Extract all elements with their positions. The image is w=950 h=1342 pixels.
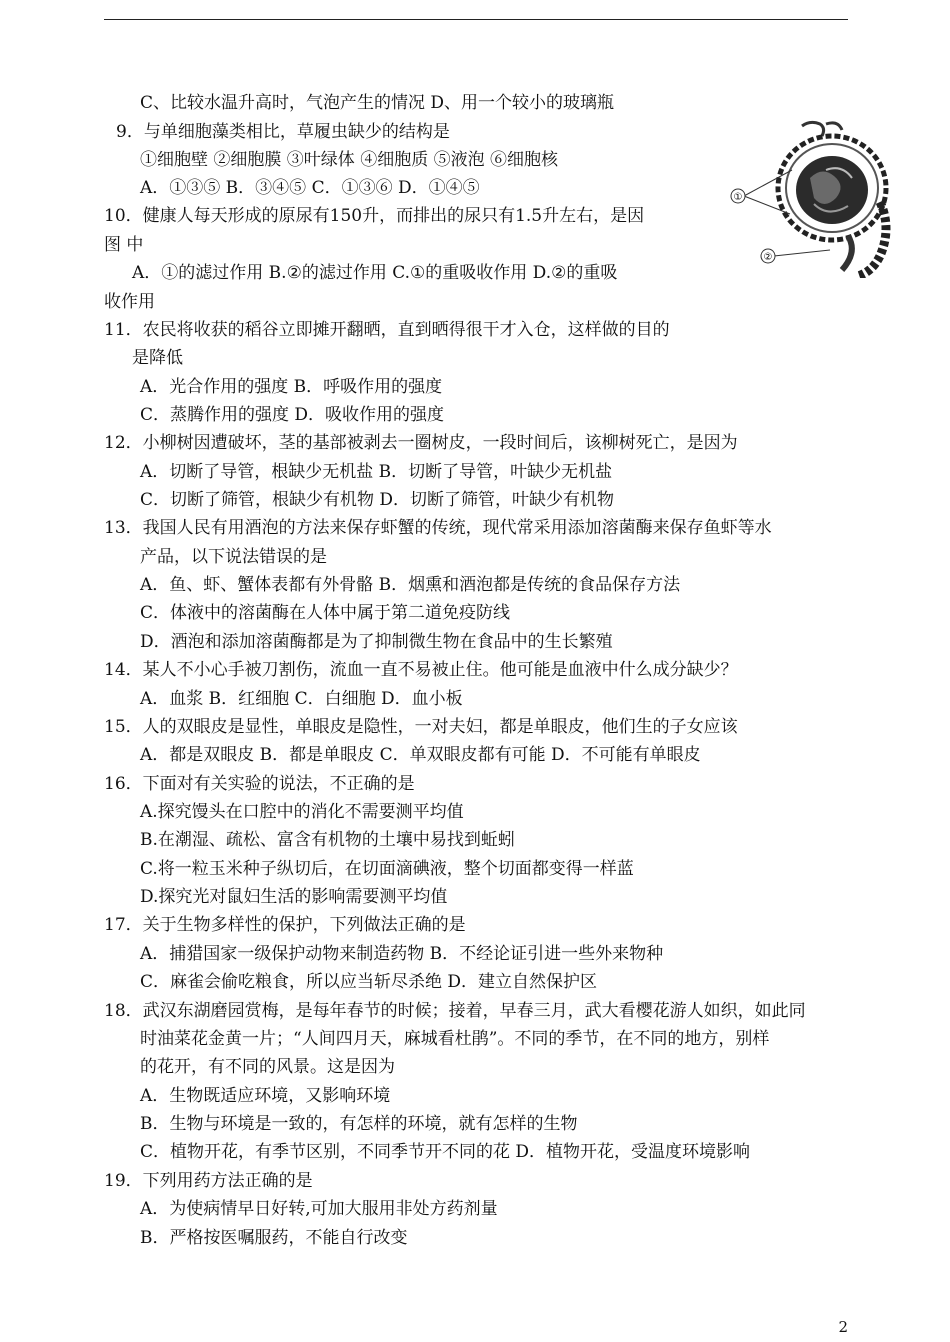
q13-stem-cont: 产品，以下说法错误的是 [140, 547, 327, 567]
q11-options-ab: A．光合作用的强度 B．呼吸作用的强度 [140, 377, 443, 397]
q14-options: A．血浆 B．红细胞 C．白细胞 D．血小板 [140, 689, 463, 709]
header-rule [104, 19, 848, 20]
q18-option-a: A．生物既适应环境，又影响环境 [140, 1086, 391, 1106]
q16-option-d: D.探究光对鼠妇生活的影响需要测平均值 [140, 887, 448, 907]
glomerulus-diagram [730, 118, 910, 278]
figure-label-1: ① [733, 192, 743, 203]
q15-stem: 15．人的双眼皮是显性，单眼皮是隐性，一对夫妇，都是单眼皮，他们生的子女应该 [104, 717, 738, 737]
q13-option-d: D．酒泡和添加溶菌酶都是为了抑制微生物在食品中的生长繁殖 [140, 632, 613, 652]
line-8c: C、比较水温升高时，气泡产生的情况 D、用一个较小的玻璃瓶 [140, 93, 615, 113]
q9-stem: 9．与单细胞藻类相比，草履虫缺少的结构是 [116, 122, 450, 142]
q16-option-c: C.将一粒玉米种子纵切后，在切面滴碘液，整个切面都变得一样蓝 [140, 859, 634, 879]
q11-stem-cont: 是降低 [132, 348, 183, 368]
q12-stem: 12．小柳树因遭破坏，茎的基部被剥去一圈树皮，一段时间后，该柳树死亡，是因为 [104, 433, 738, 453]
q11-options-cd: C．蒸腾作用的强度 D．吸收作用的强度 [140, 405, 445, 425]
q18-options-cd: C．植物开花，有季节区别，不同季节开不同的花 D．植物开花，受温度环境影响 [140, 1142, 751, 1162]
q16-option-b: B.在潮湿、疏松、富含有机物的土壤中易找到蚯蚓 [140, 830, 515, 850]
q13-stem: 13．我国人民有用酒泡的方法来保存虾蟹的传统，现代常采用添加溶菌酶来保存鱼虾等水 [104, 518, 772, 538]
q19-option-b: B．严格按医嘱服药，不能自行改变 [140, 1228, 408, 1248]
q17-options-ab: A．捕猎国家一级保护动物来制造药物 B．不经论证引进一些外来物种 [140, 944, 664, 964]
q15-options: A．都是双眼皮 B．都是单眼皮 C．单双眼皮都有可能 D．不可能有单眼皮 [140, 745, 701, 765]
page-number: 2 [838, 1318, 848, 1336]
figure-label-2: ② [763, 252, 773, 263]
q19-option-a: A．为使病情早日好转,可加大服用非处方药剂量 [140, 1199, 498, 1219]
q14-stem: 14．某人不小心手被刀割伤，流血一直不易被止住。他可能是血液中什么成分缺少？ [104, 660, 738, 680]
q18-option-b: B．生物与环境是一致的，有怎样的环境，就有怎样的生物 [140, 1114, 578, 1134]
q16-option-a: A.探究馒头在口腔中的消化不需要测平均值 [140, 802, 464, 822]
q18-stem: 18．武汉东湖磨园赏梅，是每年春节的时候；接着，早春三月，武大看樱花游人如织，如此同 [104, 1001, 806, 1021]
q9-options: A．①③⑤ B．③④⑤ C．①③⑥ D．①④⑤ [140, 178, 480, 198]
q11-stem: 11．农民将收获的稻谷立即摊开翻晒，直到晒得很干才入仓，这样做的目的 [104, 320, 670, 340]
q19-stem: 19．下列用药方法正确的是 [104, 1171, 313, 1191]
q12-options-cd: C．切断了筛管，根缺少有机物 D．切断了筛管，叶缺少有机物 [140, 490, 615, 510]
q18-stem-cont1: 时油菜花金黄一片；“人间四月天，麻城看杜鹃”。不同的季节，在不同的地方，别样 [140, 1029, 770, 1049]
q12-options-ab: A．切断了导管，根缺少无机盐 B．切断了导管，叶缺少无机盐 [140, 462, 613, 482]
q10-stem: 10．健康人每天形成的原尿有150升，而排出的尿只有1.5升左右，是因 [104, 206, 645, 226]
q16-stem: 16．下面对有关实验的说法，不正确的是 [104, 774, 415, 794]
q17-stem: 17．关于生物多样性的保护，下列做法正确的是 [104, 915, 466, 935]
q17-options-cd: C．麻雀会偷吃粮食，所以应当斩尽杀绝 D．建立自然保护区 [140, 972, 598, 992]
q9-items: ①细胞壁 ②细胞膜 ③叶绿体 ④细胞质 ⑤液泡 ⑥细胞核 [140, 150, 559, 170]
q13-option-c: C．体液中的溶菌酶在人体中属于第二道免疫防线 [140, 603, 511, 623]
q18-stem-cont2: 的花开，有不同的风景。这是因为 [140, 1057, 395, 1077]
q10-options: A．①的滤过作用 B.②的滤过作用 C.①的重吸收作用 D.②的重吸 [132, 263, 618, 283]
q13-options-ab: A．鱼、虾、蟹体表都有外骨骼 B．烟熏和酒泡都是传统的食品保存方法 [140, 575, 681, 595]
q10-options-cont: 收作用 [104, 292, 155, 312]
q10-stem-cont: 图 中 [104, 235, 144, 255]
